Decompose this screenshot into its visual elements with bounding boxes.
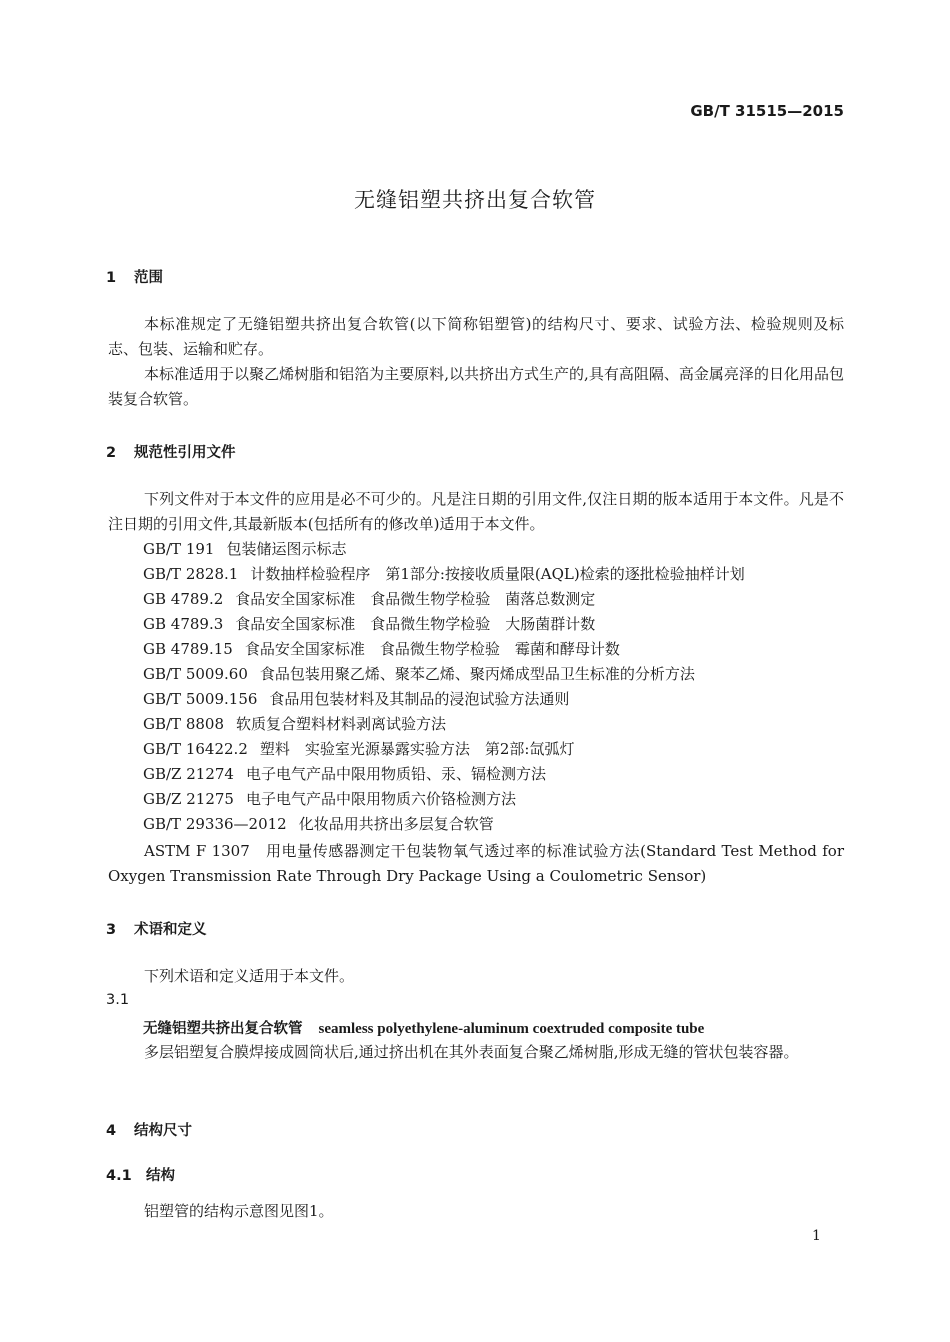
- reference-code: GB/Z 21274: [143, 765, 234, 783]
- reference-code: GB/T 2828.1: [143, 565, 239, 583]
- reference-code: GB/T 8808: [143, 715, 225, 733]
- reference-title: 电子电气产品中限用物质铅、汞、镉检测方法: [245, 765, 546, 783]
- section-title: 规范性引用文件: [134, 445, 236, 461]
- section-number: 2: [106, 445, 117, 461]
- section-title: 术语和定义: [134, 922, 207, 938]
- reference-item: [143, 613, 595, 634]
- section-number: 4: [106, 1123, 117, 1139]
- reference-item: [143, 763, 546, 784]
- scope-paragraph-1: 本标准规定了无缝铝塑共挤出复合软管(以下简称铝塑管)的结构尺寸、要求、试验方法、检验规则及标志、包装、运输和贮存。: [108, 315, 844, 358]
- standard-code: GB/T 31515—2015: [690, 102, 844, 120]
- reference-code: GB 4789.15: [143, 640, 233, 658]
- subsection-4-1-heading: [106, 1164, 175, 1185]
- astm-reference: ASTM F 1307 用电量传感器测定干包装物氧气透过率的标准试验方法(Standard Test Method for Oxygen Transmission Rate Through Dry Package Using a Coulometric Sensor): [108, 842, 844, 885]
- reference-title: 化妆品用共挤出多层复合软管: [298, 815, 494, 833]
- reference-code: GB/T 16422.2: [143, 740, 248, 758]
- reference-item: [143, 738, 574, 759]
- reference-item: [143, 538, 346, 559]
- reference-item: [143, 588, 595, 609]
- reference-title: 计数抽样检验程序 第1部分:按接收质量限(AQL)检索的逐批检验抽样计划: [250, 565, 745, 583]
- section-number: 3: [106, 922, 117, 938]
- references-intro: 下列文件对于本文件的应用是必不可少的。凡是注日期的引用文件,仅注日期的版本适用于本文件。凡是不注日期的引用文件,其最新版本(包括所有的修改单)适用于本文件。: [108, 490, 844, 533]
- reference-item: [143, 688, 569, 709]
- reference-title: 软质复合塑料材料剥离试验方法: [236, 715, 447, 733]
- term-english: seamless polyethylene-aluminum coextruded composite tube: [318, 1021, 705, 1037]
- scope-paragraph-2: 本标准适用于以聚乙烯树脂和铝箔为主要原料,以共挤出方式生产的,具有高阻隔、高金属亮泽的日化用品包装复合软管。: [108, 365, 844, 408]
- reference-code: GB 4789.3: [143, 615, 224, 633]
- reference-item: [143, 563, 745, 584]
- reference-title: 塑料 实验室光源暴露实验方法 第2部:氙弧灯: [259, 740, 575, 758]
- reference-code: GB/Z 21275: [143, 790, 234, 808]
- terms-intro: 下列术语和定义适用于本文件。: [144, 967, 355, 985]
- reference-item: [143, 713, 446, 734]
- reference-title: 食品用包装材料及其制品的浸泡试验方法通则: [269, 690, 570, 708]
- reference-item: [143, 788, 516, 809]
- section-title: 结构尺寸: [134, 1123, 192, 1139]
- section-1-heading: [106, 266, 163, 287]
- reference-item: [143, 663, 695, 684]
- subsection-number: 4.1: [106, 1168, 132, 1184]
- reference-title: 食品安全国家标准 食品微生物学检验 大肠菌群计数: [235, 615, 596, 633]
- reference-code: GB 4789.2: [143, 590, 224, 608]
- subsection-title: 结构: [146, 1168, 175, 1184]
- reference-title: 包装储运图示标志: [226, 540, 347, 558]
- reference-title: 食品安全国家标准 食品微生物学检验 霉菌和酵母计数: [244, 640, 620, 658]
- reference-code: GB/T 29336—2012: [143, 815, 287, 833]
- reference-title: 食品安全国家标准 食品微生物学检验 菌落总数测定: [235, 590, 596, 608]
- section-title: 范围: [134, 270, 163, 286]
- reference-code: GB/T 5009.60: [143, 665, 248, 683]
- section-number: 1: [106, 270, 117, 286]
- term-heading: [143, 1017, 704, 1038]
- page-number: 1: [812, 1228, 821, 1244]
- reference-title: 食品包装用聚乙烯、聚苯乙烯、聚丙烯成型品卫生标准的分析方法: [259, 665, 695, 683]
- term-number: 3.1: [106, 992, 130, 1008]
- reference-code: GB/T 191: [143, 540, 215, 558]
- reference-item: [143, 638, 620, 659]
- section-4-heading: [106, 1119, 192, 1140]
- term-chinese: 无缝铝塑共挤出复合软管: [143, 1021, 303, 1037]
- section-2-heading: [106, 441, 236, 462]
- document-title: 无缝铝塑共挤出复合软管: [354, 188, 596, 212]
- reference-title: 电子电气产品中限用物质六价铬检测方法: [245, 790, 516, 808]
- structure-paragraph: 铝塑管的结构示意图见图1。: [144, 1202, 334, 1220]
- reference-item: [143, 813, 494, 834]
- reference-code: GB/T 5009.156: [143, 690, 258, 708]
- term-definition: 多层铝塑复合膜焊接成圆筒状后,通过挤出机在其外表面复合聚乙烯树脂,形成无缝的管状包装容器。: [144, 1043, 799, 1061]
- section-3-heading: [106, 918, 207, 939]
